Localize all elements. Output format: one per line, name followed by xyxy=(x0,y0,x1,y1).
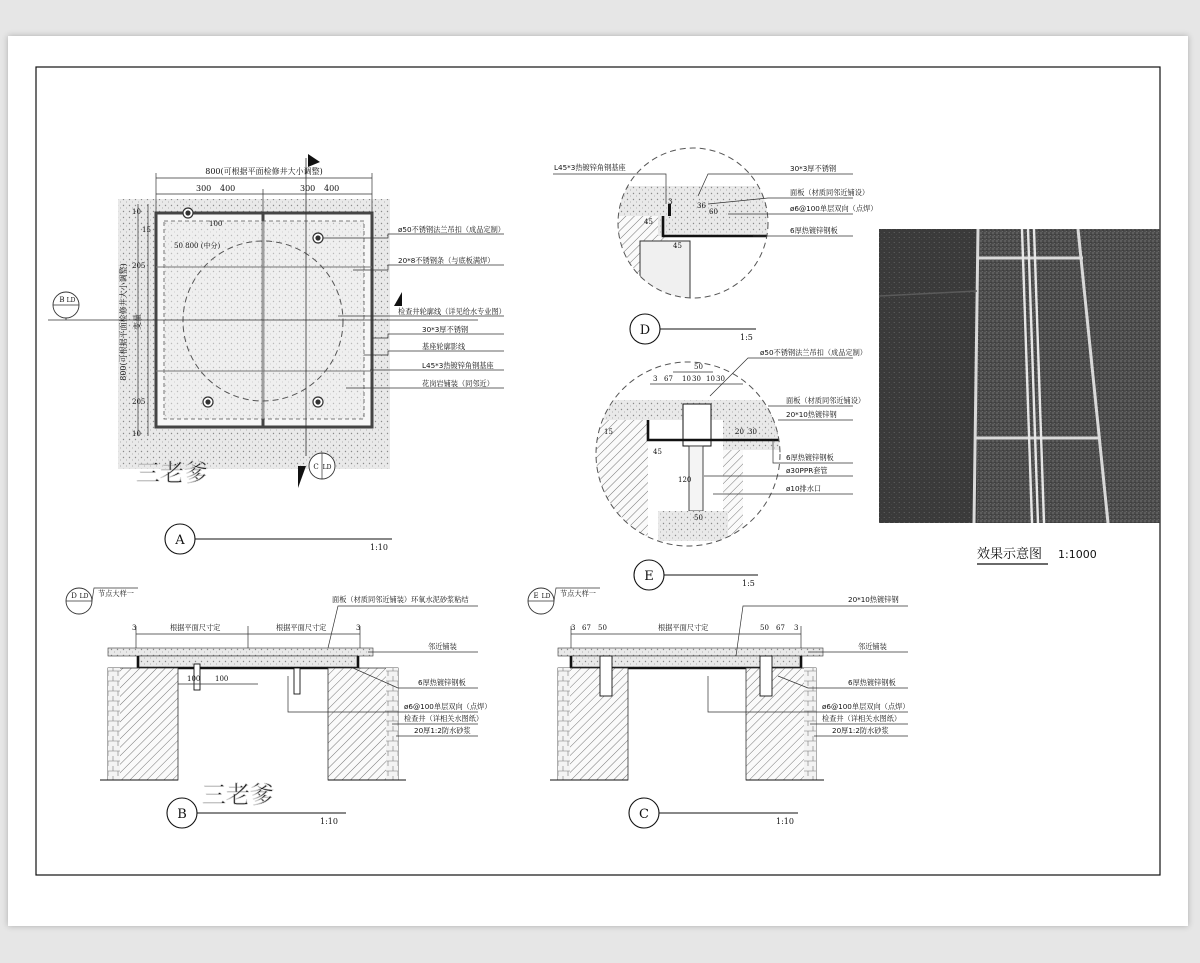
section-c-dim-l-2: 50 xyxy=(598,624,607,632)
detail-d-title: D xyxy=(639,323,651,338)
watermark-2: 三老爹 xyxy=(202,781,274,809)
detail-e-dim-side-4: 120 xyxy=(678,476,692,484)
section-c-callout-2: ø6@100单层双向（点焊） xyxy=(822,702,910,711)
section-c-dim-l-1: 67 xyxy=(582,624,591,632)
detail-e-dim-top-0: 50 xyxy=(694,363,703,371)
section-c-letter: C xyxy=(313,463,319,471)
plan-dim-half-r: 300 xyxy=(300,184,316,193)
section-b-callout-2: ø6@100单层双向（点焊） xyxy=(404,702,492,711)
detail-d xyxy=(553,148,877,344)
plan-dim-total: 800(可根据平面检修井大小调整) xyxy=(205,167,323,176)
section-b-dim-3b: 3 xyxy=(356,624,361,632)
section-b xyxy=(66,588,491,828)
section-b-callout-3: 检查井（详相关水图纸） xyxy=(404,714,484,723)
section-c-dim-mid: 根据平面尺寸定 xyxy=(658,623,709,632)
detail-e-dim-side-0: 15 xyxy=(604,428,613,436)
plan-axis-label: 变量 xyxy=(133,314,142,330)
effect-photo xyxy=(879,229,1160,564)
plan-title: A xyxy=(175,533,185,548)
plan-callout-0: ø50不锈钢法兰吊扣（成品定制） xyxy=(398,225,505,234)
section-c-callout-3: 检查井（详相关水图纸） xyxy=(822,714,902,723)
detail-e xyxy=(593,348,867,590)
section-b-tag-letter: D xyxy=(71,592,77,600)
plan-dim-center: 50 800 (中分) xyxy=(174,242,221,250)
section-c-dim-l-0: 3 xyxy=(571,624,576,632)
detail-d-callout-left: L45*3热镀锌角钢基座 xyxy=(554,163,626,172)
section-b-letter: B xyxy=(59,296,65,304)
plan-dim-205b: 205 xyxy=(132,398,146,406)
detail-d-dim-2: 60 xyxy=(709,208,718,216)
section-c xyxy=(528,588,909,828)
detail-e-callout-4: ø30PPR套管 xyxy=(786,466,828,475)
detail-d-callout-2: ø6@100单层双向（点焊） xyxy=(790,204,878,213)
section-c-dim-r-0: 50 xyxy=(760,624,769,632)
cad-drawing xyxy=(8,36,1188,926)
plan-dim-side: 800(可根据平面检修井大小调整) xyxy=(119,263,128,381)
detail-d-callout-1: 面板（材质同邻近铺设） xyxy=(790,188,870,197)
plan-callout-1: 20*8不锈钢条（与底板满焊） xyxy=(398,256,495,265)
section-c-tag-sheet: LD xyxy=(541,593,551,600)
section-c-callout-0: 邻近铺装 xyxy=(858,642,887,651)
detail-e-dim-side-1: 45 xyxy=(653,448,662,456)
detail-e-callout-2: 20*10热镀锌钢 xyxy=(786,410,837,419)
section-c-scale: 1:10 xyxy=(776,817,794,826)
detail-e-dim-top-3: 10 xyxy=(682,375,691,383)
detail-e-dim-top-5: 10 xyxy=(706,375,715,383)
section-b-dim-100b: 100 xyxy=(215,675,229,683)
section-c-callout-1: 6厚热镀锌钢板 xyxy=(848,678,896,687)
plan-dim-half-l: 300 xyxy=(196,184,212,193)
detail-d-dim-0: 3 xyxy=(668,198,673,206)
section-b-tag-sheet: LD xyxy=(79,593,89,600)
detail-d-dim-4: 45 xyxy=(673,242,682,250)
photo-caption: 效果示意图 xyxy=(977,547,1043,562)
plan-dim-half-l2: 400 xyxy=(220,184,236,193)
detail-d-callout-0: 30*3厚不锈钢 xyxy=(790,164,837,173)
section-b-top-note: 面板（材质同邻近铺装）环氧水泥砂浆粘结 xyxy=(332,595,469,604)
section-c-dim-r-2: 3 xyxy=(794,624,799,632)
detail-e-dim-top-1: 3 xyxy=(653,375,658,383)
detail-e-callout-0: ø50不锈钢法兰吊扣（成品定制） xyxy=(760,348,867,357)
section-b-callout-1: 6厚热镀锌钢板 xyxy=(418,678,466,687)
plan-scale: 1:10 xyxy=(370,543,388,552)
plan-dim-10b: 10 xyxy=(132,430,141,438)
plan-dim-10a: 10 xyxy=(132,208,141,216)
section-c-tag xyxy=(528,588,600,614)
section-c-sheet: LD xyxy=(322,464,332,471)
section-c-dim-r-1: 67 xyxy=(776,624,785,632)
section-b-sheet: LD xyxy=(66,297,76,304)
detail-d-dim-1: 36 xyxy=(697,202,706,210)
section-b-callout-0: 邻近铺装 xyxy=(428,642,457,651)
detail-e-callout-3: 6厚热镀锌钢板 xyxy=(786,453,834,462)
detail-e-dim-side-5: 50 xyxy=(694,514,703,522)
plan-dim-15: 15 xyxy=(142,226,151,234)
detail-e-scale: 1:5 xyxy=(742,579,755,588)
section-b-scale: 1:10 xyxy=(320,817,338,826)
section-b-tag-note: 节点大样一 xyxy=(98,589,134,598)
section-c-callout-4: 20厚1:2防水砂浆 xyxy=(832,726,889,735)
photo-scale: 1:1000 xyxy=(1058,548,1097,561)
plan-callout-2: 检查井轮廓线（详见给水专业图） xyxy=(398,307,506,316)
detail-e-dim-top-2: 67 xyxy=(664,375,673,383)
plan-callout-6: 花岗岩铺装（同邻近） xyxy=(422,379,494,388)
plan-callout-3: 30*3厚不锈钢 xyxy=(422,325,469,334)
detail-e-dim-top-6: 30 xyxy=(716,375,725,383)
drawing-sheet xyxy=(8,36,1188,926)
section-b-tag xyxy=(66,588,138,614)
detail-e-dim-top-4: 30 xyxy=(692,375,701,383)
section-tag-b xyxy=(53,292,79,320)
watermark-1: 三老爹 xyxy=(136,459,208,487)
plan-dim-half-r2: 400 xyxy=(324,184,340,193)
detail-e-callout-1: 面板（材质同邻近铺设） xyxy=(786,396,866,405)
section-b-callout-4: 20厚1:2防水砂浆 xyxy=(414,726,471,735)
plan-dim-205a: 205 xyxy=(132,262,146,270)
detail-e-dim-side-2: 20 xyxy=(735,428,744,436)
section-b-dim-r: 根据平面尺寸定 xyxy=(276,623,327,632)
detail-d-dim-3: 45 xyxy=(644,218,653,226)
detail-e-title: E xyxy=(644,569,654,584)
detail-d-scale: 1:5 xyxy=(740,333,753,342)
section-b-dim-100a: 100 xyxy=(187,675,201,683)
section-c-tag-letter: E xyxy=(533,592,539,600)
plan-callout-5: L45*3热镀锌角钢基座 xyxy=(422,361,494,370)
detail-e-dim-side-3: 30 xyxy=(748,428,757,436)
detail-e-callout-5: ø10排水口 xyxy=(786,484,822,493)
section-c-title: C xyxy=(639,807,649,822)
plan-dim-100: 100 xyxy=(209,220,223,228)
section-b-dim-3a: 3 xyxy=(132,624,137,632)
section-b-title: B xyxy=(177,807,187,822)
plan-callout-4: 基座轮廓影线 xyxy=(422,342,466,351)
section-c-top-note: 20*10热镀锌钢 xyxy=(848,595,899,604)
plan-view-a xyxy=(48,154,506,554)
section-b-dim-l: 根据平面尺寸定 xyxy=(170,623,221,632)
section-c-tag-note: 节点大样一 xyxy=(560,589,596,598)
detail-d-callout-3: 6厚热镀锌钢板 xyxy=(790,226,838,235)
